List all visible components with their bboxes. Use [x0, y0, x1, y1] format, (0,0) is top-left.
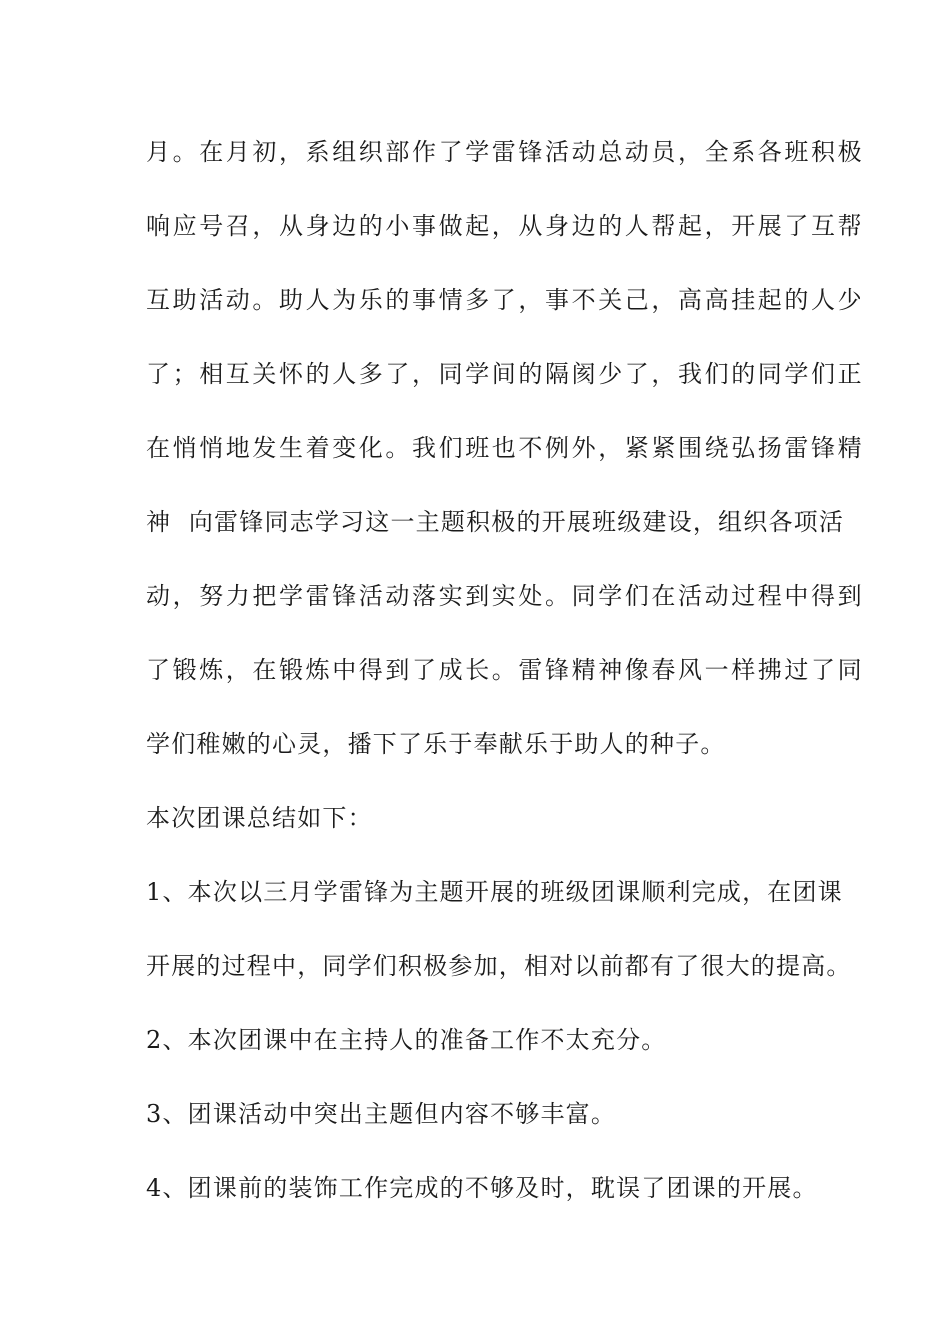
paragraph-line: 学们稚嫩的心灵，播下了乐于奉献乐于助人的种子。: [146, 730, 726, 758]
paragraph-line: 互助活动。助人为乐的事情多了，事不关己，高高挂起的人少: [146, 286, 865, 314]
summary-heading: 本次团课总结如下：: [146, 804, 373, 832]
summary-item-4: 4、团课前的装饰工作完成的不够及时，耽误了团课的开展。: [146, 1174, 818, 1202]
summary-item-3: 3、团课活动中突出主题但内容不够丰富。: [146, 1100, 617, 1128]
paragraph-line: 响应号召，从身边的小事做起，从身边的人帮起，开展了互帮: [146, 212, 865, 240]
summary-item-1-continued: 开展的过程中，同学们积极参加，相对以前都有了很大的提高。: [146, 952, 852, 980]
paragraph-line: 月。在月初，系组织部作了学雷锋活动总动员，全系各班积极: [146, 138, 865, 166]
paragraph-line: 了；相互关怀的人多了，同学间的隔阂少了，我们的同学们正: [146, 360, 865, 388]
paragraph-line: 神 向雷锋同志学习这一主题积极的开展班级建设，组织各项活: [146, 508, 845, 536]
paragraph-line: 了锻炼，在锻炼中得到了成长。雷锋精神像春风一样拂过了同: [146, 656, 865, 684]
paragraph-line: 动，努力把学雷锋活动落实到实处。同学们在活动过程中得到: [146, 582, 865, 610]
summary-item-1: 1、本次以三月学雷锋为主题开展的班级团课顺利完成，在团课: [146, 878, 843, 906]
paragraph-line: 在悄悄地发生着变化。我们班也不例外，紧紧围绕弘扬雷锋精: [146, 434, 865, 462]
summary-item-2: 2、本次团课中在主持人的准备工作不太充分。: [146, 1026, 667, 1054]
document-body: [146, 131, 865, 1241]
